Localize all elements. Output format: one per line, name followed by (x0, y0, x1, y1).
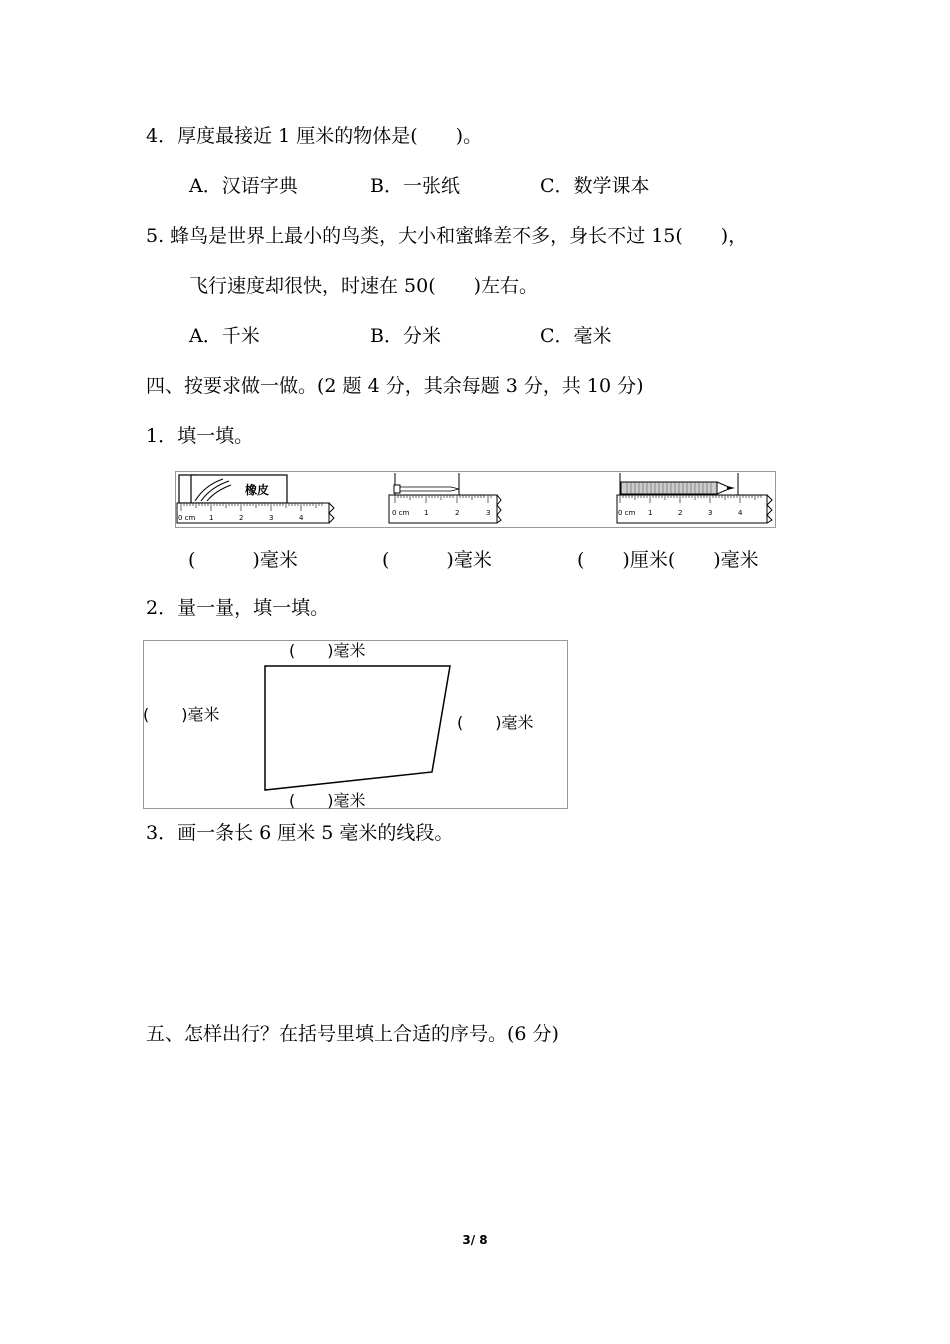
ruler-pencil (617, 473, 772, 523)
s4-q3-title: 3．画一条长 6 厘米 5 毫米的线段。 (146, 822, 454, 844)
s4-q1-title: 1．填一填。 (146, 425, 254, 447)
page-number: 3/ 8 (462, 1233, 488, 1247)
q5-stem-line1: 5. 蜂鸟是世界上最小的鸟类，大小和蜜蜂差不多，身长不过 15( )， (146, 225, 748, 247)
quad-bottom-label: ( )毫米 (289, 791, 366, 810)
s4-q1-blank2: ( )毫米 (382, 549, 492, 571)
q5-option-a: A．千米 (189, 325, 260, 347)
ruler3-tick-3: 3 (708, 509, 713, 517)
ruler2-tick-1: 1 (424, 509, 429, 517)
ruler-eraser (177, 475, 334, 523)
ruler3-tick-0: 0 cm (618, 509, 636, 517)
q5-option-b: B．分米 (370, 325, 441, 347)
ruler3-tick-2: 2 (678, 509, 683, 517)
ruler2-tick-3: 3 (486, 509, 491, 517)
ruler1-tick-0: 0 cm (178, 514, 196, 522)
ruler1-tick-2: 2 (239, 514, 244, 522)
ruler1-tick-4: 4 (299, 514, 304, 522)
q4-option-b: B．一张纸 (370, 175, 460, 197)
rulers-figure (175, 471, 777, 529)
quad-left-label: ( )毫米 (143, 705, 220, 724)
quad-right-label: ( )毫米 (457, 713, 534, 732)
section4-title: 四、按要求做一做。(2 题 4 分，其余每题 3 分，共 10 分) (146, 375, 644, 397)
ruler3-tick-4: 4 (738, 509, 743, 517)
ruler2-tick-0: 0 cm (392, 509, 410, 517)
q4-stem: 4．厚度最接近 1 厘米的物体是( )。 (146, 125, 483, 147)
ruler-nail (389, 473, 501, 523)
q5-option-c: C．毫米 (540, 325, 612, 347)
ruler2-tick-2: 2 (455, 509, 460, 517)
ruler3-tick-1: 1 (648, 509, 653, 517)
quadrilateral-shape (265, 666, 450, 790)
eraser-label: 橡皮 (245, 483, 270, 497)
s4-q1-blank3: ( )厘米( )毫米 (577, 549, 759, 571)
ruler1-tick-1: 1 (209, 514, 214, 522)
q4-option-c: C．数学课本 (540, 175, 650, 197)
q4-option-a: A．汉语字典 (189, 175, 298, 197)
s4-q2-title: 2．量一量，填一填。 (146, 597, 330, 619)
s4-q1-blank1: ( )毫米 (188, 549, 298, 571)
ruler1-tick-3: 3 (269, 514, 274, 522)
q5-stem-line2: 飞行速度却很快，时速在 50( )左右。 (189, 275, 539, 297)
quadrilateral-figure (143, 640, 569, 811)
section5-title: 五、怎样出行？在括号里填上合适的序号。(6 分) (146, 1023, 559, 1045)
quad-top-label: ( )毫米 (289, 641, 366, 660)
